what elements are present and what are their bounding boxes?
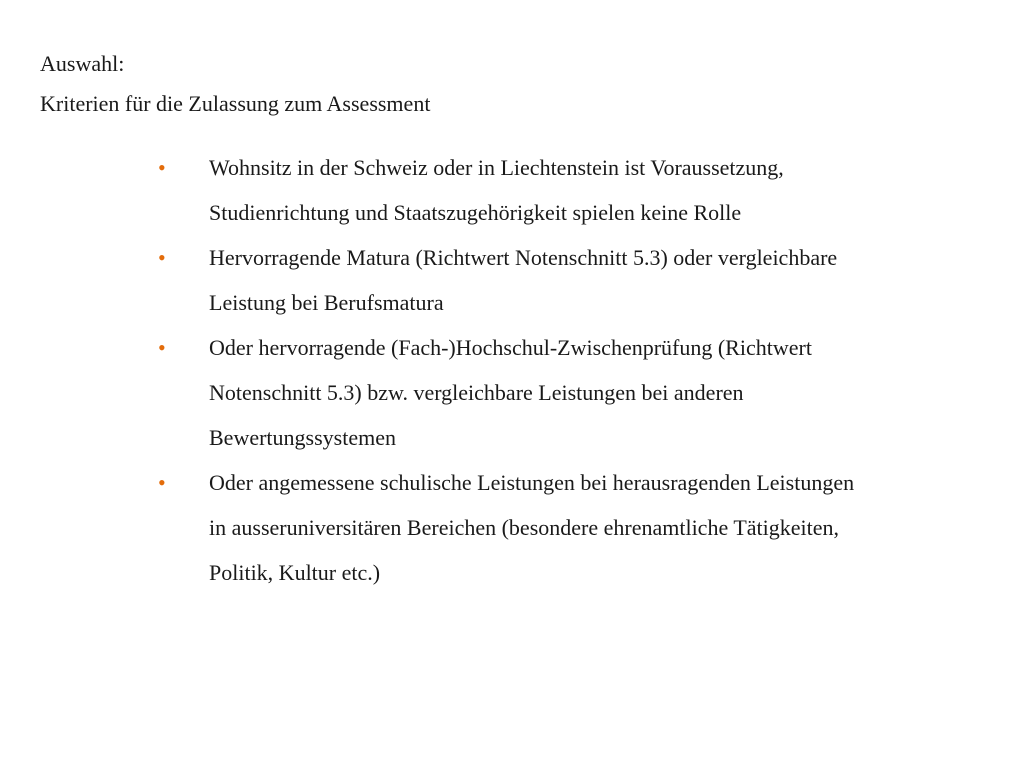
bullet-line: Oder angemessene schulische Leistungen bei herausragenden Leistungen: [209, 470, 855, 495]
bullet-line: in ausseruniversitären Bereichen (besondere ehrenamtliche Tätigkeiten,: [209, 515, 839, 540]
list-item: [158, 235, 993, 325]
bullet-line: Wohnsitz in der Schweiz oder in Liechtenstein ist Voraussetzung,: [209, 155, 784, 180]
bullet-text: [209, 145, 993, 235]
bullet-text: [209, 235, 993, 325]
bullet-line: Studienrichtung und Staatszugehörigkeit spielen keine Rolle: [209, 200, 742, 225]
bullet-dot-icon: •: [158, 245, 166, 270]
bullet-line: Bewertungssystemen: [209, 425, 396, 450]
bullet-dot-icon: •: [158, 155, 166, 180]
bullet-line: Politik, Kultur etc.): [209, 560, 381, 585]
list-item: [158, 145, 993, 235]
bullet-text: [209, 460, 993, 595]
heading-subtitle: Kriterien für die Zulassung zum Assessment: [40, 91, 431, 116]
slide-heading: [40, 44, 430, 124]
list-item: [158, 325, 993, 460]
bullet-line: Leistung bei Berufsmatura: [209, 290, 444, 315]
bullet-text: [209, 325, 993, 460]
bullet-line: Hervorragende Matura (Richtwert Notenschnitt 5.3) oder vergleichbare: [209, 245, 838, 270]
bullet-line: Oder hervorragende (Fach-)Hochschul-Zwischenprüfung (Richtwert: [209, 335, 812, 360]
heading-label: Auswahl:: [40, 51, 125, 76]
list-item: [158, 460, 993, 595]
bullet-dot-icon: •: [158, 335, 166, 360]
criteria-list: [158, 145, 993, 595]
bullet-dot-icon: •: [158, 470, 166, 495]
bullet-line: Notenschnitt 5.3) bzw. vergleichbare Leistungen bei anderen: [209, 380, 744, 405]
